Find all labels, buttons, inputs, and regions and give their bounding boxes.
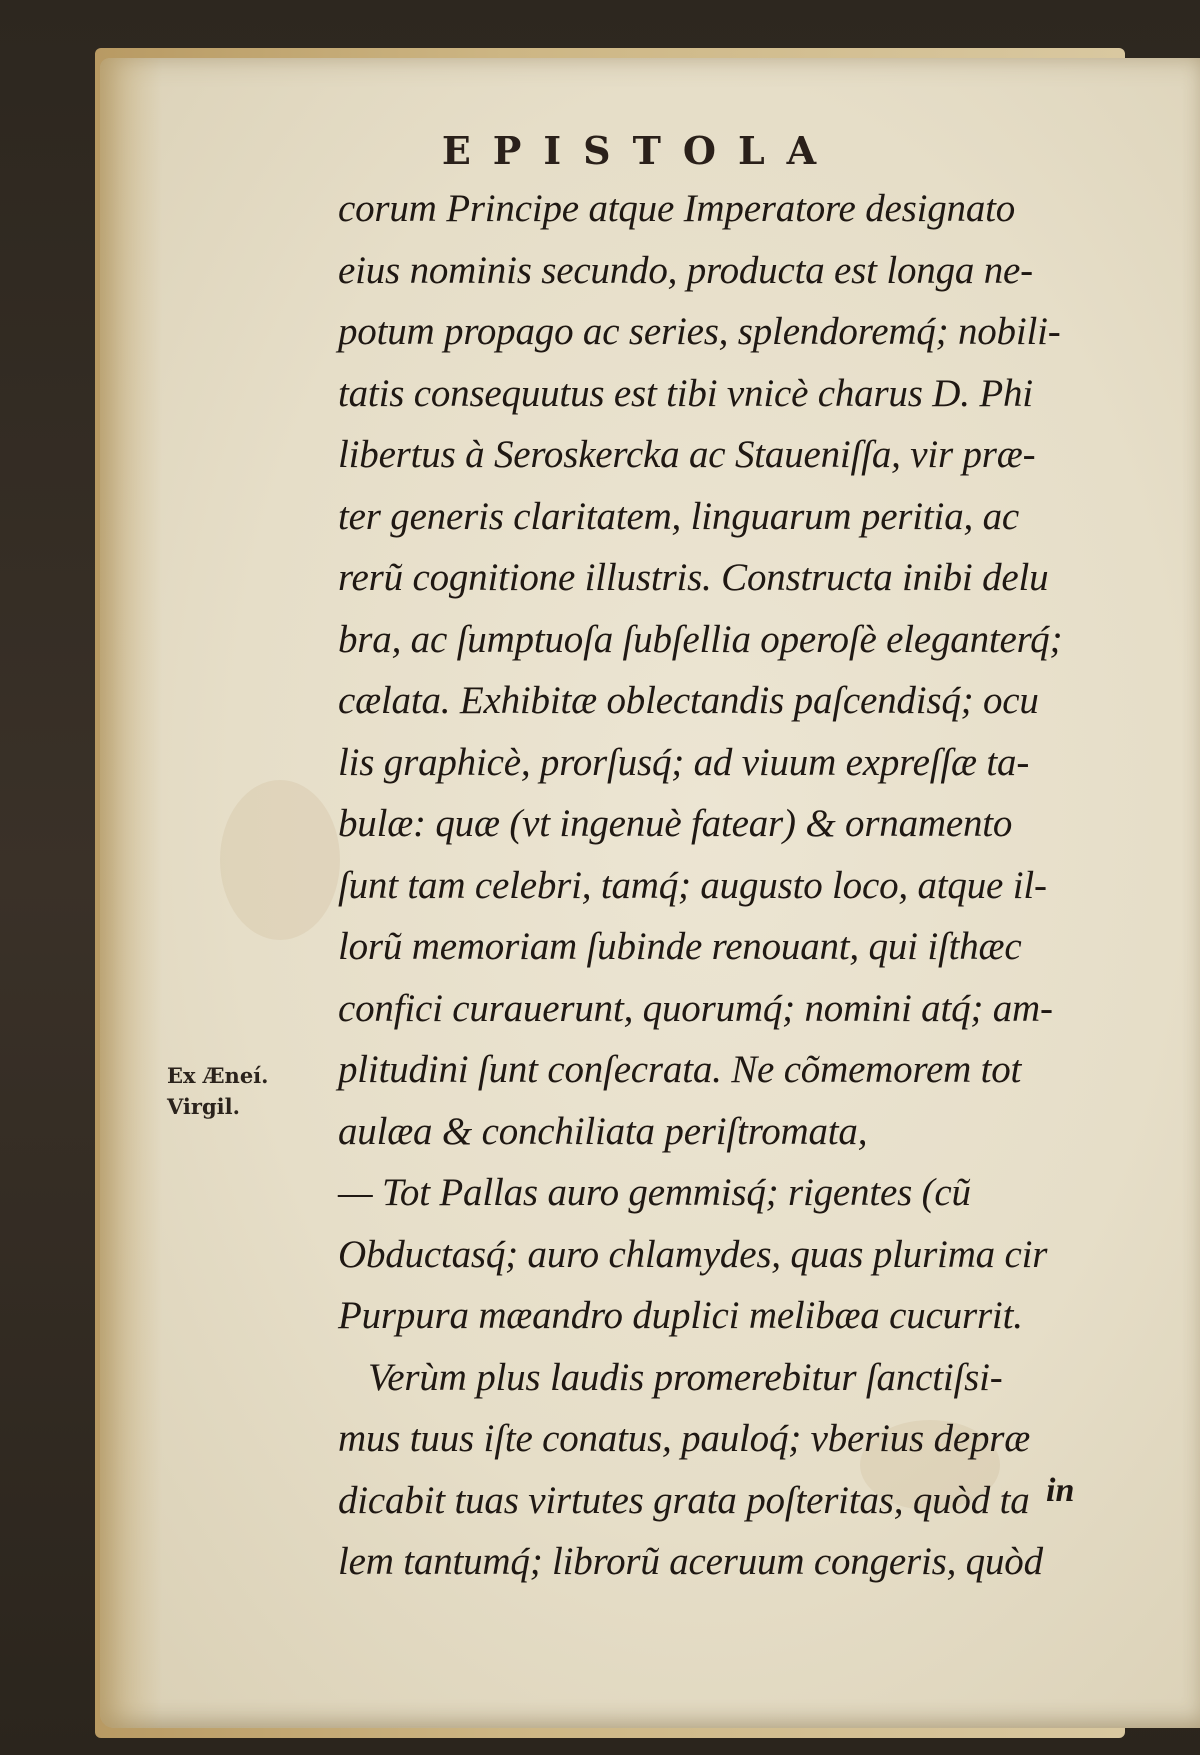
text-line: lis graphicè, prorſusq́; ad viuum expreſſæ ta-	[338, 740, 1030, 784]
text-line: lem tantumq́; librorũ aceruum congeris, quòd	[338, 1540, 1043, 1583]
margin-note-line: Virgil.	[167, 1094, 240, 1119]
margin-note-line: Ex Æneí.	[167, 1063, 269, 1088]
text-line: Verùm plus laudis promerebitur ſanctiſsi-	[368, 1355, 1003, 1399]
running-header: EPISTOLA	[441, 128, 839, 173]
text-line: cælata. Exhibitæ oblectandis paſcendisq́; ocu	[338, 679, 1039, 722]
text-line: confici curauerunt, quorumq́; nomini atq́; am-	[338, 986, 1053, 1030]
text-line: libertus à Seroskercka ac Staueniſſa, vir præ-	[338, 433, 1036, 476]
text-line: Obductasq́; auro chlamydes, quas plurima cir	[338, 1232, 1048, 1276]
text-line: potum propago ac series, splendoremq́; nobili-	[338, 310, 1061, 353]
text-line: bulæ: quæ (vt ingenuè fatear) & ornamento	[338, 802, 1013, 845]
text-line: bra, ac ſumptuoſa ſubſellia operoſè eleganterq́;	[338, 617, 1063, 661]
margin-note	[167, 1060, 268, 1122]
text-line: mus tuus iſte conatus, pauloq́; vberius depræ	[338, 1417, 1031, 1460]
text-line: plitudini ſunt conſecrata. Ne cõmemorem tot	[338, 1048, 1022, 1091]
text-line: ter generis claritatem, linguarum peritia, ac	[338, 494, 1020, 538]
catchword: in	[1046, 1472, 1075, 1509]
text-line: — Tot Pallas auro gemmisq́; rigentes (cũ	[338, 1171, 971, 1214]
text-line: Purpura mæandro duplici melibæa cucurrit.	[338, 1294, 1023, 1337]
text-line: eius nominis secundo, producta est longa ne-	[338, 248, 1033, 292]
page-gutter-shadow	[100, 58, 162, 1728]
body-text	[338, 178, 1100, 1593]
text-line: rerũ cognitione illustris. Constructa inibi delu	[338, 556, 1049, 599]
text-line: ſunt tam celebri, tamq́; augusto loco, atque il-	[338, 863, 1047, 907]
text-line: aulæa & conchiliata periſtromata,	[338, 1109, 868, 1153]
text-line: dicabit tuas virtutes grata poſteritas, quòd ta	[338, 1478, 1030, 1522]
paper-stain	[220, 780, 340, 940]
text-line: tatis consequutus est tibi vnicè charus D. Phi	[338, 371, 1033, 415]
text-line: corum Principe atque Imperatore designato	[338, 187, 1016, 230]
text-line: lorũ memoriam ſubinde renouant, qui iſthæc	[338, 925, 1022, 968]
